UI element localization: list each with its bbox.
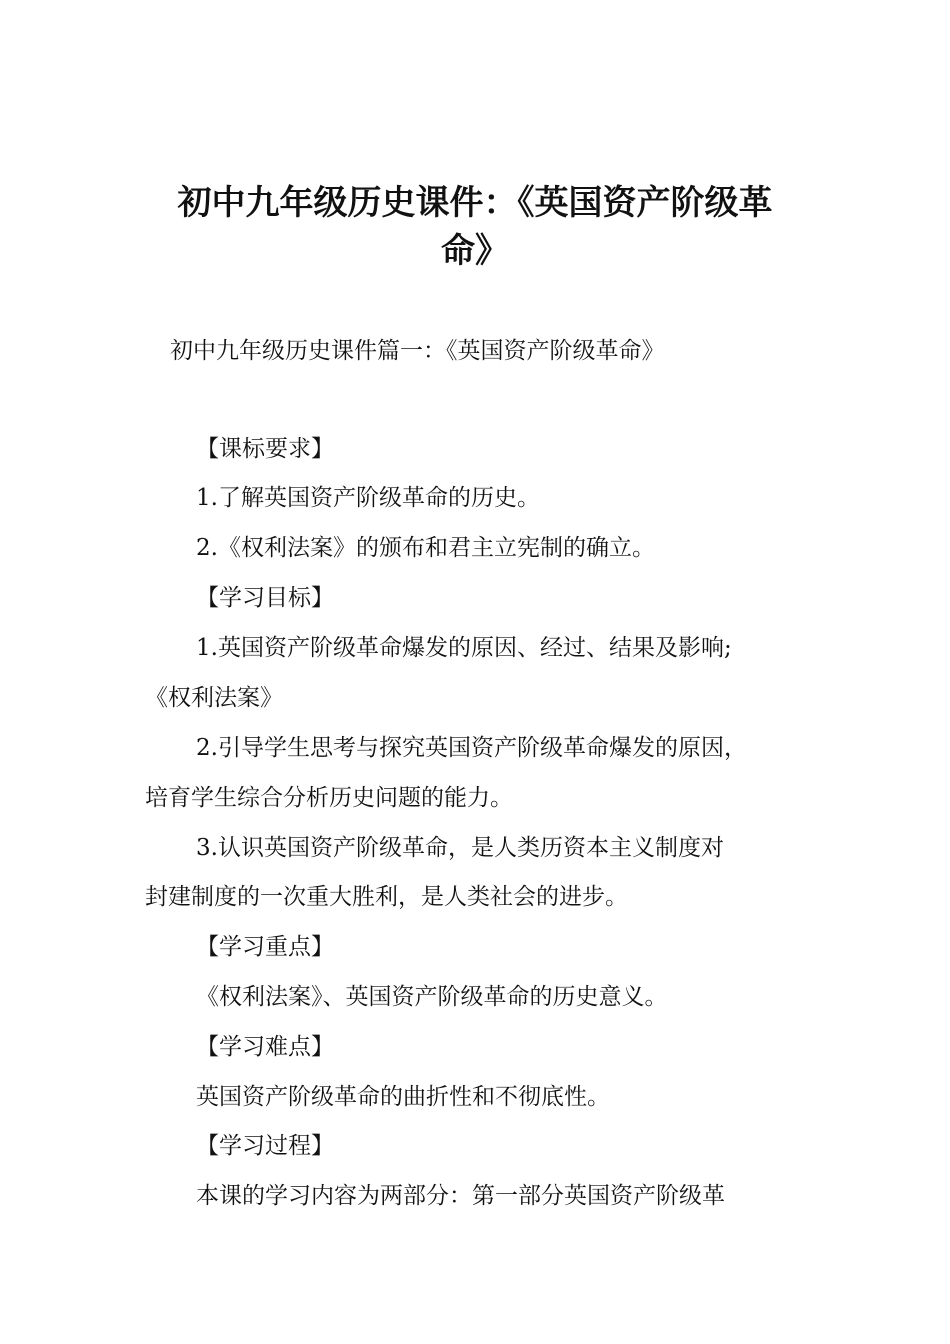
heading-difficulties: 【学习难点】 [196,1034,334,1060]
objective-1-line-1: 1.英国资产阶级革命爆发的原因、经过、结果及影响; [196,635,732,661]
learning-process-text: 本课的学习内容为两部分：第一部分英国资产阶级革 [196,1183,725,1209]
document-subtitle: 初中九年级历史课件篇一：《英国资产阶级革命》 [170,338,665,364]
objective-3-line-1: 3.认识英国资产阶级革命，是人类历资本主义制度对 [196,835,724,861]
heading-key-points: 【学习重点】 [196,934,334,960]
document-title-line-1: 初中九年级历史课件：《英国资产阶级革 [177,183,773,223]
document-title-line-2: 命》 [441,231,509,271]
heading-learning-process: 【学习过程】 [196,1133,334,1159]
requirement-2: 2.《权利法案》的颁布和君主立宪制的确立。 [196,535,655,561]
heading-learning-objectives: 【学习目标】 [196,585,334,611]
key-points-text: 《权利法案》、英国资产阶级革命的历史意义。 [196,984,668,1010]
objective-2-line-2: 培育学生综合分析历史问题的能力。 [145,785,513,811]
difficulties-text: 英国资产阶级革命的曲折性和不彻底性。 [196,1084,610,1110]
heading-curriculum-requirements: 【课标要求】 [196,436,334,462]
objective-1-line-2: 《权利法案》 [145,685,283,711]
requirement-1: 1.了解英国资产阶级革命的历史。 [196,485,540,511]
objective-3-line-2: 封建制度的一次重大胜利，是人类社会的进步。 [145,884,628,910]
objective-2-line-1: 2.引导学生思考与探究英国资产阶级革命爆发的原因， [196,735,747,761]
